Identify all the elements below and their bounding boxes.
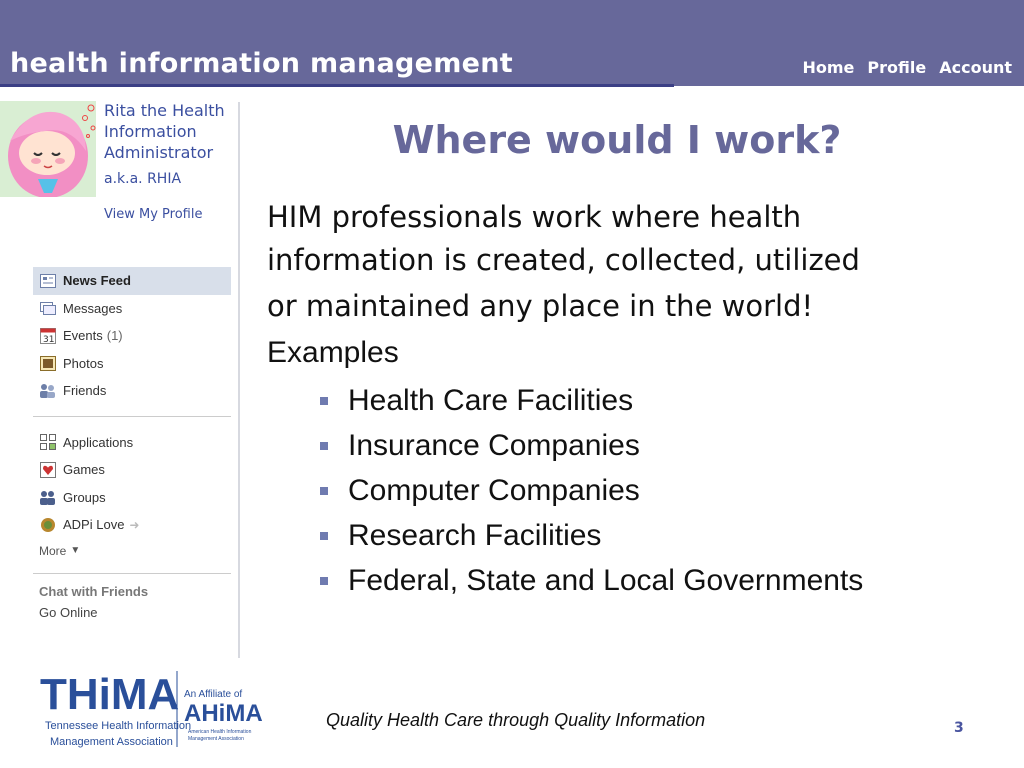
profile-name: Rita the Health Information Administrator xyxy=(104,101,225,162)
more-label: More xyxy=(39,543,67,558)
games-icon xyxy=(39,461,56,478)
more-link[interactable] xyxy=(33,539,231,563)
column-divider xyxy=(238,102,240,658)
friends-icon xyxy=(39,382,56,399)
sidebar-item-label: Games xyxy=(63,462,105,478)
go-online-link[interactable]: Go Online xyxy=(39,604,98,620)
list-item-text: Research Facilities xyxy=(348,518,602,552)
list-item xyxy=(320,513,863,558)
site-title: health information management xyxy=(10,48,514,79)
arrow-right-icon: ➜ xyxy=(129,517,140,532)
sidebar-item-events[interactable] xyxy=(33,322,231,350)
ahima-sub-text: Management Association xyxy=(188,736,244,742)
sidebar-item-label: Messages xyxy=(63,300,123,316)
affiliate-text: An Affiliate of xyxy=(184,689,243,700)
sidebar-item-messages[interactable] xyxy=(33,295,231,323)
list-item-text: Insurance Companies xyxy=(348,428,640,462)
header-bar xyxy=(0,0,1024,86)
view-profile-link[interactable]: View My Profile xyxy=(104,207,203,222)
sidebar-item-friends[interactable] xyxy=(33,377,231,405)
logo-sub-text: Management Association xyxy=(50,736,173,748)
thima-logo xyxy=(38,667,263,751)
sidebar xyxy=(33,267,231,620)
footer-tagline: Quality Health Care through Quality Information xyxy=(326,710,706,730)
events-count: (1) xyxy=(106,328,123,344)
messages-icon xyxy=(39,300,56,317)
bullet-square-icon xyxy=(320,532,328,540)
photos-icon xyxy=(39,355,56,372)
profile-aka: a.k.a. RHIA xyxy=(104,171,182,187)
body-line: HIM professionals work where health xyxy=(267,200,802,234)
sidebar-item-photos[interactable] xyxy=(33,350,231,378)
list-item-text: Computer Companies xyxy=(348,473,640,507)
sidebar-divider xyxy=(33,416,231,417)
caret-down-icon: ▼ xyxy=(70,545,81,556)
list-item-text: Health Care Facilities xyxy=(348,383,634,417)
ahima-logo-text: AHiMA xyxy=(184,700,263,727)
body-line: information is created, collected, utilized xyxy=(267,243,860,277)
bullet-square-icon xyxy=(320,577,328,585)
sidebar-item-groups[interactable] xyxy=(33,484,231,512)
news-feed-icon xyxy=(39,272,56,289)
body-line: or maintained any place in the world! xyxy=(267,289,814,323)
sidebar-item-label: Events xyxy=(63,328,103,344)
page-number: 3 xyxy=(954,720,964,736)
sidebar-item-label: ADPi Love xyxy=(63,517,125,533)
sidebar-item-label: News Feed xyxy=(63,273,131,289)
sidebar-item-applications[interactable] xyxy=(33,429,231,457)
list-item xyxy=(320,468,863,513)
applications-icon xyxy=(39,434,56,451)
list-item-text: Federal, State and Local Governments xyxy=(348,563,864,597)
chat-heading: Chat with Friends xyxy=(39,583,149,599)
bullet-square-icon xyxy=(320,442,328,450)
top-nav xyxy=(803,58,1013,77)
sidebar-item-news-feed[interactable] xyxy=(33,267,231,295)
sidebar-divider xyxy=(33,573,231,574)
sidebar-item-label: Groups xyxy=(63,489,106,505)
examples-list xyxy=(320,378,863,603)
sidebar-item-label: Friends xyxy=(63,383,107,399)
calendar-icon xyxy=(39,327,56,344)
profile-info xyxy=(104,100,229,222)
logo-main-text: THiMA xyxy=(40,670,180,719)
list-item xyxy=(320,558,863,603)
nav-home-link[interactable]: Home xyxy=(802,58,855,77)
ahima-sub-text: American Health Information xyxy=(188,729,252,735)
sidebar-item-label: Photos xyxy=(63,355,104,371)
sidebar-item-games[interactable] xyxy=(33,456,231,484)
sidebar-item-label: Applications xyxy=(63,434,134,450)
list-item xyxy=(320,378,863,423)
hearts-icon xyxy=(79,103,99,139)
logo-sub-text: Tennessee Health Information xyxy=(45,720,192,732)
bullet-square-icon xyxy=(320,487,328,495)
nav-profile-link[interactable]: Profile xyxy=(867,58,927,77)
body-paragraph xyxy=(267,196,1007,328)
bullet-square-icon xyxy=(320,397,328,405)
nav-account-link[interactable]: Account xyxy=(939,58,1012,77)
examples-label: Examples xyxy=(267,336,399,369)
sidebar-item-adpi-love[interactable] xyxy=(33,511,231,539)
svg-text:31: 31 xyxy=(42,334,54,344)
groups-icon xyxy=(39,489,56,506)
adpi-icon xyxy=(39,516,56,533)
list-item xyxy=(320,423,863,468)
header-underline xyxy=(0,84,674,87)
slide-title: Where would I work? xyxy=(392,118,842,162)
